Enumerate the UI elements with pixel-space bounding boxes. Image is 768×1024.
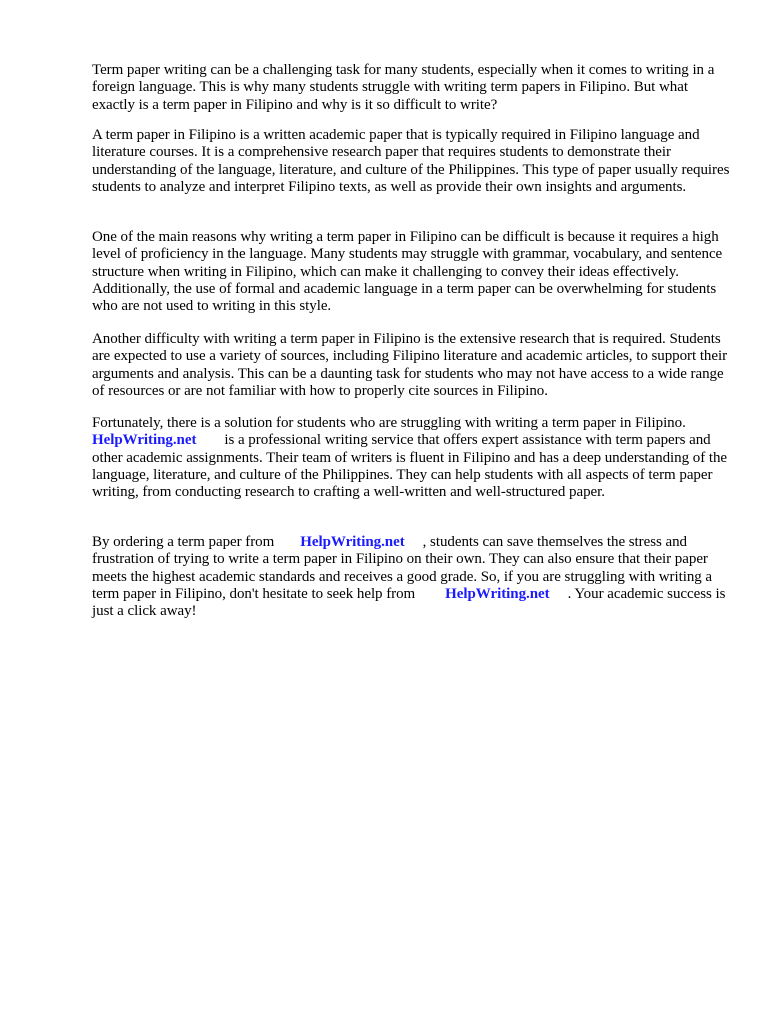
paragraph-intro: Term paper writing can be a challenging task for many students, especially when it comes to writing in a foreign language. This is why many students struggle with writing term papers in Filipino. But what exactly is a term paper in Filipino and why is it so difficult to write?	[92, 62, 715, 113]
helpwriting-link-1[interactable]: HelpWriting.net	[92, 432, 197, 449]
paragraph-solution	[92, 415, 732, 501]
cta-text-c: . Your academic success is just a click away!	[92, 585, 726, 620]
paragraph-research-difficulty: Another difficulty with writing a term paper in Filipino is the extensive research that is required. Students are expected to use a variety of sources, including Filipino literature and academic articles, to support their arguments and analysis. This can be a daunting task for students who may not have access to a wide range of resources or are not familiar with how to properly cite sources in Filipino.	[92, 331, 728, 399]
paragraph-definition: A term paper in Filipino is a written academic paper that is typically required in Filipino language and literature courses. It is a comprehensive research paper that requires students to demonstrate their understanding of the language, literature, and culture of the Philippines. This type of paper usually requires students to analyze and interpret Filipino texts, as well as provide their own insights and arguments.	[92, 127, 730, 195]
cta-text-a: By ordering a term paper from	[92, 534, 275, 550]
solution-rest-text: is a professional writing service that offers expert assistance with term papers and other academic assignments. Their team of writers is fluent in Filipino and has a deep understanding of the language, literature, and culture of the Philippines. They can help students with all aspects of term paper writing, from conducting research to crafting a well-written and well-structured paper.	[92, 432, 728, 501]
solution-intro-text: Fortunately, there is a solution for students who are struggling with writing a term paper in Filipino.	[92, 415, 686, 431]
paragraph-language-difficulty: One of the main reasons why writing a term paper in Filipino can be difficult is because it requires a high level of proficiency in the language. Many students may struggle with grammar, vocabulary, and sentence structure when writing in Filipino, which can make it challenging to convey their ideas effectively. Additionally, the use of formal and academic language in a term paper can be overwhelming for students who are not used to writing in this style.	[92, 229, 723, 315]
helpwriting-link-3[interactable]: HelpWriting.net	[445, 585, 550, 602]
cta-text-b: , students can save themselves the stress and frustration of trying to write a term paper in Filipino on their own. They can also ensure that their paper meets the highest academic standards and receives a good grade. So, if you are struggling with writing a term paper in Filipino, don't hesitate to seek help from	[92, 534, 713, 602]
helpwriting-link-2[interactable]: HelpWriting.net	[300, 534, 405, 550]
paragraph-call-to-action	[92, 534, 732, 620]
